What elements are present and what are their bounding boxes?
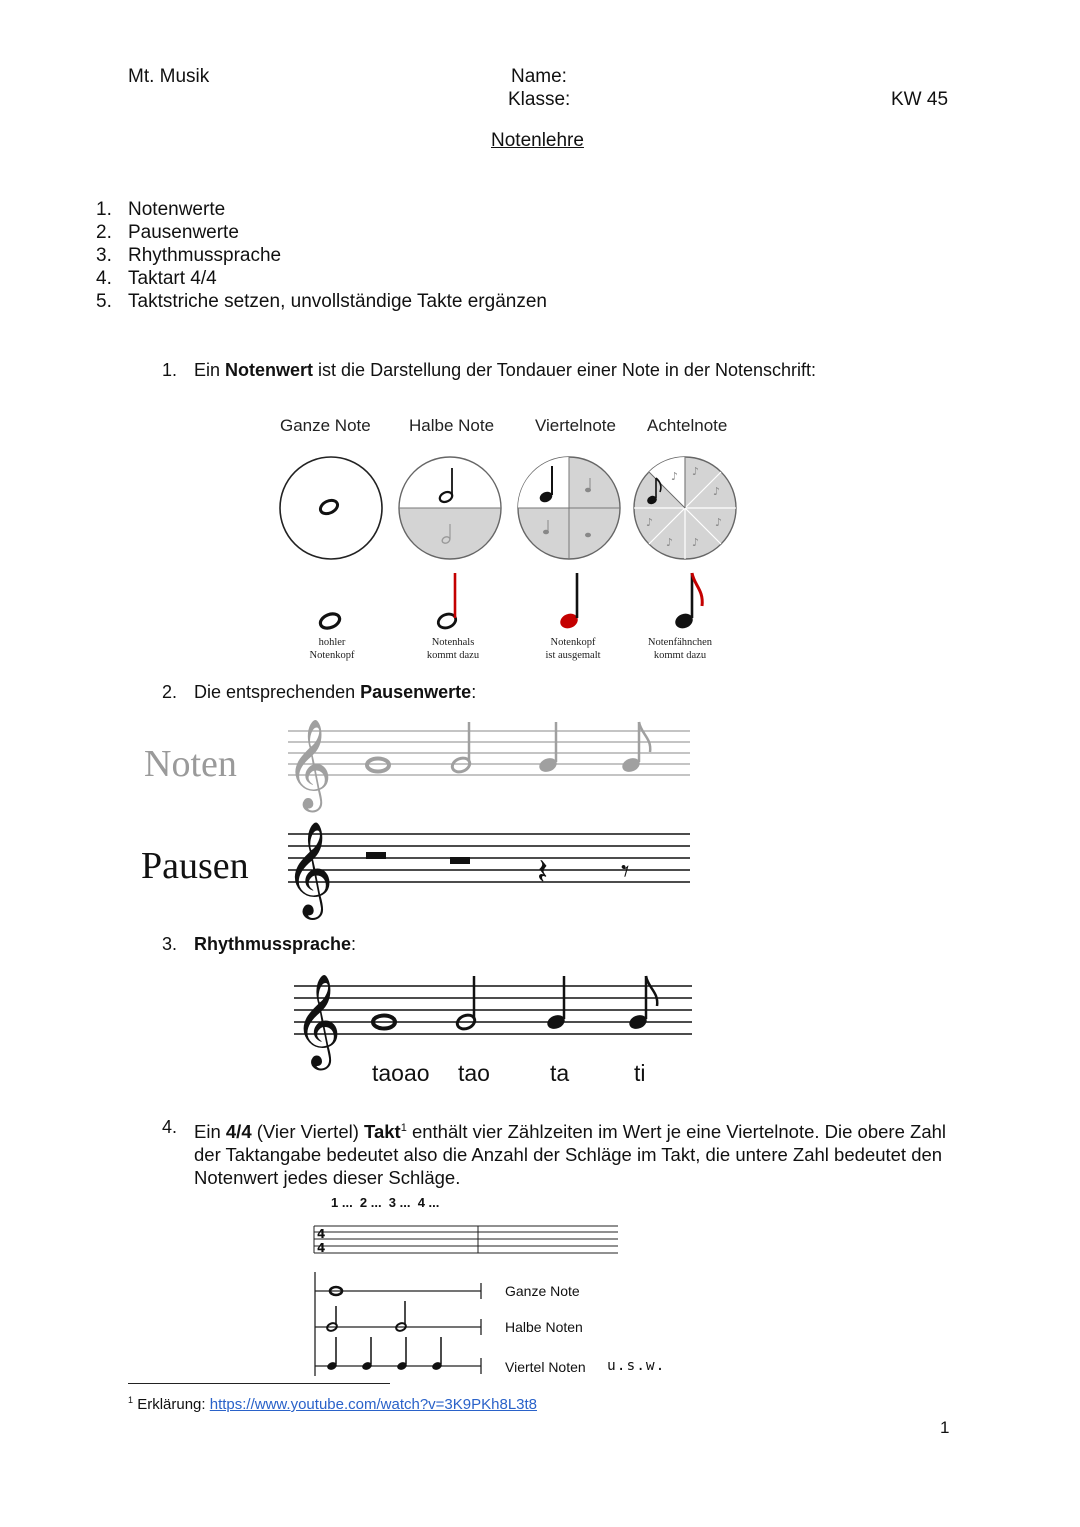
toc-num: 2. bbox=[96, 222, 112, 243]
section2-number: 2. bbox=[162, 682, 178, 702]
footnote-link[interactable]: https://www.youtube.com/watch?v=3K9PKh8L3t8 bbox=[209, 1396, 538, 1413]
header-quarter-note: Viertelnote bbox=[535, 416, 616, 435]
quarter-rest-icon: 𝄽 bbox=[537, 852, 549, 893]
svg-text:♪: ♪ bbox=[715, 516, 723, 529]
svg-text:♪: ♪ bbox=[646, 516, 654, 529]
header-half-note: Halbe Note bbox=[409, 416, 495, 435]
svg-text:♪: ♪ bbox=[666, 536, 674, 549]
school-label: Mt. Musik bbox=[128, 66, 210, 87]
svg-text:♪: ♪ bbox=[713, 485, 721, 498]
treble-clef-icon: 𝄞 bbox=[294, 973, 342, 1066]
time-signature-bottom: 4 bbox=[317, 1241, 326, 1255]
row-label-half: Halbe Noten bbox=[505, 1319, 583, 1335]
caption-quarter: Notenkopf ist ausgemalt bbox=[545, 637, 601, 661]
page-title: Notenlehre bbox=[491, 130, 584, 151]
section1-heading: Ein Notenwert ist die Darstellung der Tondauer einer Note in der Notenschrift: bbox=[194, 360, 816, 380]
caption-half: Notenhals kommt dazu bbox=[426, 637, 480, 661]
section4-paragraph: Ein 4/4 (Vier Viertel) Takt$^1$ enthält vier Zählzeiten im Wert je eine Viertelnote. Die obere Zahl der Taktangabe bedeutet also die Anzahl der Schläge im Takt, die untere Zahl bedeutet den Notenwert jedes dieser Schläge. bbox=[194, 1121, 947, 1189]
footnote-separator bbox=[128, 1383, 390, 1384]
row-label-quarter: Viertel Noten bbox=[505, 1359, 586, 1375]
syllable-eighth: ti bbox=[634, 1060, 646, 1086]
toc-num: 5. bbox=[96, 291, 112, 312]
toc-num: 1. bbox=[96, 199, 112, 220]
name-label: Name: bbox=[511, 66, 567, 87]
syllable-half: tao bbox=[458, 1060, 490, 1086]
section2-heading: Die entsprechenden Pausenwerte: bbox=[194, 682, 477, 702]
eighth-rest-icon: 𝄾 bbox=[621, 852, 630, 890]
section1-number: 1. bbox=[162, 360, 178, 380]
syllable-quarter: ta bbox=[550, 1060, 570, 1086]
page-number: 1 bbox=[940, 1418, 950, 1437]
header-eighth-note: Achtelnote bbox=[647, 416, 728, 435]
caption-eighth: Notenfähnchen kommt dazu bbox=[647, 637, 713, 661]
toc-num: 3. bbox=[96, 245, 112, 266]
toc-item: Taktart 4/4 bbox=[128, 268, 217, 289]
usw-label: u.s.w. bbox=[607, 1358, 666, 1374]
treble-clef-icon: 𝄞 bbox=[286, 719, 333, 809]
time-signature-top: 4 bbox=[317, 1227, 326, 1241]
toc-item: Rhythmussprache bbox=[128, 245, 282, 266]
svg-text:♪: ♪ bbox=[692, 465, 700, 478]
section3-number: 3. bbox=[162, 934, 178, 954]
toc-item: Notenwerte bbox=[128, 199, 226, 220]
syllable-whole: taoao bbox=[372, 1060, 430, 1086]
section3-heading: Rhythmussprache: bbox=[194, 934, 357, 954]
treble-clef-icon: 𝄞 bbox=[285, 821, 334, 916]
week-label: KW 45 bbox=[891, 89, 949, 110]
toc-item: Taktstriche setzen, unvollständige Takte ergänzen bbox=[128, 291, 547, 312]
section4-number: 4. bbox=[162, 1117, 178, 1137]
class-label: Klasse: bbox=[508, 89, 571, 110]
toc-num: 4. bbox=[96, 268, 112, 289]
notes-row-label: Noten bbox=[144, 743, 237, 785]
svg-text:♪: ♪ bbox=[692, 536, 700, 549]
header-whole-note: Ganze Note bbox=[280, 416, 371, 435]
row-label-whole: Ganze Note bbox=[505, 1283, 580, 1299]
footnote: $^1$ Erklärung: https://www.youtube.com/watch?v=3K9PKh8L3t8 bbox=[128, 1395, 538, 1413]
beat-counts: 1 ... 2 ... 3 ... 4 ... bbox=[331, 1195, 440, 1210]
svg-text:♪: ♪ bbox=[671, 470, 679, 483]
rests-row-label: Pausen bbox=[141, 845, 249, 887]
caption-whole: hohler Notenkopf bbox=[309, 637, 355, 661]
toc-item: Pausenwerte bbox=[128, 222, 239, 243]
